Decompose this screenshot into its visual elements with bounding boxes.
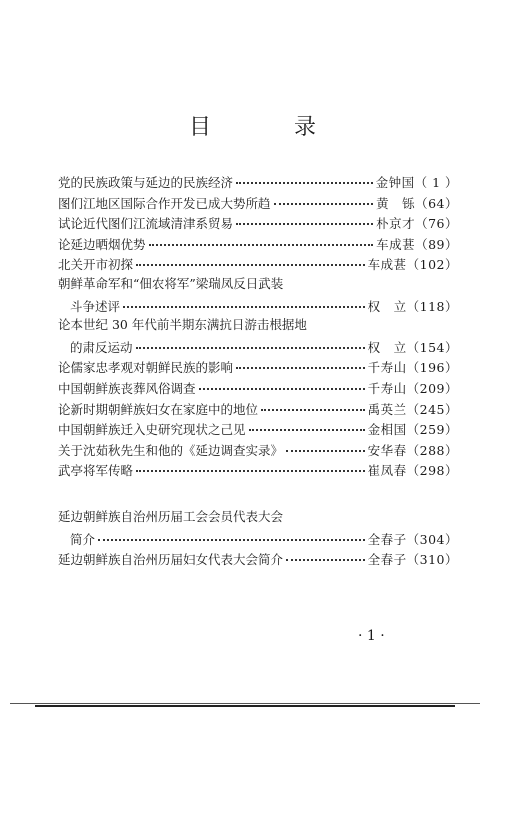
table-of-contents — [58, 171, 458, 569]
leader-dots — [136, 250, 365, 266]
bottom-rule-thick — [35, 705, 455, 707]
leader-dots — [286, 436, 365, 452]
bottom-rule — [10, 703, 480, 704]
leader-dots — [123, 292, 365, 308]
toc-entry-line1: 延边朝鲜族自治州历届工会会员代表大会 — [58, 508, 284, 524]
leader-dots — [199, 374, 365, 390]
toc-entry-author-page: 全春子（310） — [367, 552, 458, 568]
toc-entry-title: 论延边晒烟优势 — [58, 236, 146, 252]
toc-entry-line1: 朝鲜革命军和“佃农将军”梁瑞凤反日武装 — [58, 275, 284, 291]
toc-entry — [58, 253, 458, 274]
toc-entry-author-page: 权 立（118） — [367, 298, 458, 314]
toc-entry-author-page: 黄 铄（64） — [376, 195, 458, 211]
toc-entry-author-page: 金相国（259） — [367, 422, 458, 438]
toc-entry-author-page: 权 立（154） — [367, 339, 458, 355]
leader-dots — [236, 209, 373, 225]
leader-dots — [236, 353, 365, 369]
toc-group-1 — [58, 171, 458, 274]
toc-entry-author-page: 车成葚（102） — [367, 257, 458, 273]
toc-entry-author-page: 朴京才（76） — [376, 216, 458, 232]
toc-entry-title: 中国朝鲜族丧葬风俗调查 — [58, 380, 196, 396]
toc-entry-title: 论儒家忠孝观对朝鲜民族的影响 — [58, 360, 234, 376]
toc-entry-title: 中国朝鲜族迁入史研究现状之己见 — [58, 422, 246, 438]
leader-dots — [249, 415, 365, 431]
leader-dots — [136, 456, 365, 472]
toc-entry — [58, 548, 458, 569]
toc-entry-title: 试论近代图们江流域清津系贸易 — [58, 216, 234, 232]
leader-dots — [98, 525, 365, 541]
toc-entry-title: 斗争述评 — [70, 298, 121, 314]
leader-dots — [149, 230, 374, 246]
toc-entry — [58, 171, 458, 192]
toc-entry-author-page: 安华春（288） — [367, 442, 458, 458]
leader-dots — [236, 168, 373, 184]
leader-dots — [136, 333, 365, 349]
toc-entry-title: 图们江地区国际合作开发已成大势所趋 — [58, 195, 271, 211]
toc-entry-title: 简介 — [70, 531, 96, 547]
toc-entry-title: 武亭将军传略 — [58, 463, 134, 479]
toc-entry — [58, 459, 458, 480]
toc-entry-author-page: 车成葚（89） — [376, 236, 458, 252]
toc-group-2 — [58, 356, 458, 480]
toc-entry-title: 的肃反运动 — [70, 339, 133, 355]
leader-dots — [274, 189, 374, 205]
toc-entry — [58, 377, 458, 398]
toc-entry-title: 论新时期朝鲜族妇女在家庭中的地位 — [58, 401, 259, 417]
toc-entry — [58, 528, 458, 549]
leader-dots — [261, 395, 365, 411]
toc-entry-author-page: 崔凤春（298） — [367, 463, 458, 479]
toc-entry-author-page: 禹英兰（245） — [367, 401, 458, 417]
toc-entry-author-page: 千寿山（209） — [367, 380, 458, 396]
toc-entry-author-page: 全春子（304） — [367, 531, 458, 547]
toc-entry-line1: 论本世纪 30 年代前半期东满抗日游击根据地 — [58, 317, 307, 333]
page-number: · 1 · — [358, 628, 385, 644]
toc-entry-title: 延边朝鲜族自治州历届妇女代表大会简介 — [58, 552, 284, 568]
toc-entry-title: 关于沈茹秋先生和他的《延边调查实录》 — [58, 442, 284, 458]
toc-entry-title: 党的民族政策与延边的民族经济 — [58, 175, 234, 190]
toc-entry — [58, 295, 458, 316]
toc-entry-author-page: 金钟国（ 1 ） — [375, 175, 458, 190]
toc-entry-author-page: 千寿山（196） — [367, 360, 458, 376]
section-gap — [58, 480, 458, 507]
leader-dots — [286, 545, 365, 561]
page-title: 目 录 — [189, 115, 354, 140]
toc-entry-title: 北关开市初探 — [58, 257, 134, 273]
toc-entry — [58, 418, 458, 439]
